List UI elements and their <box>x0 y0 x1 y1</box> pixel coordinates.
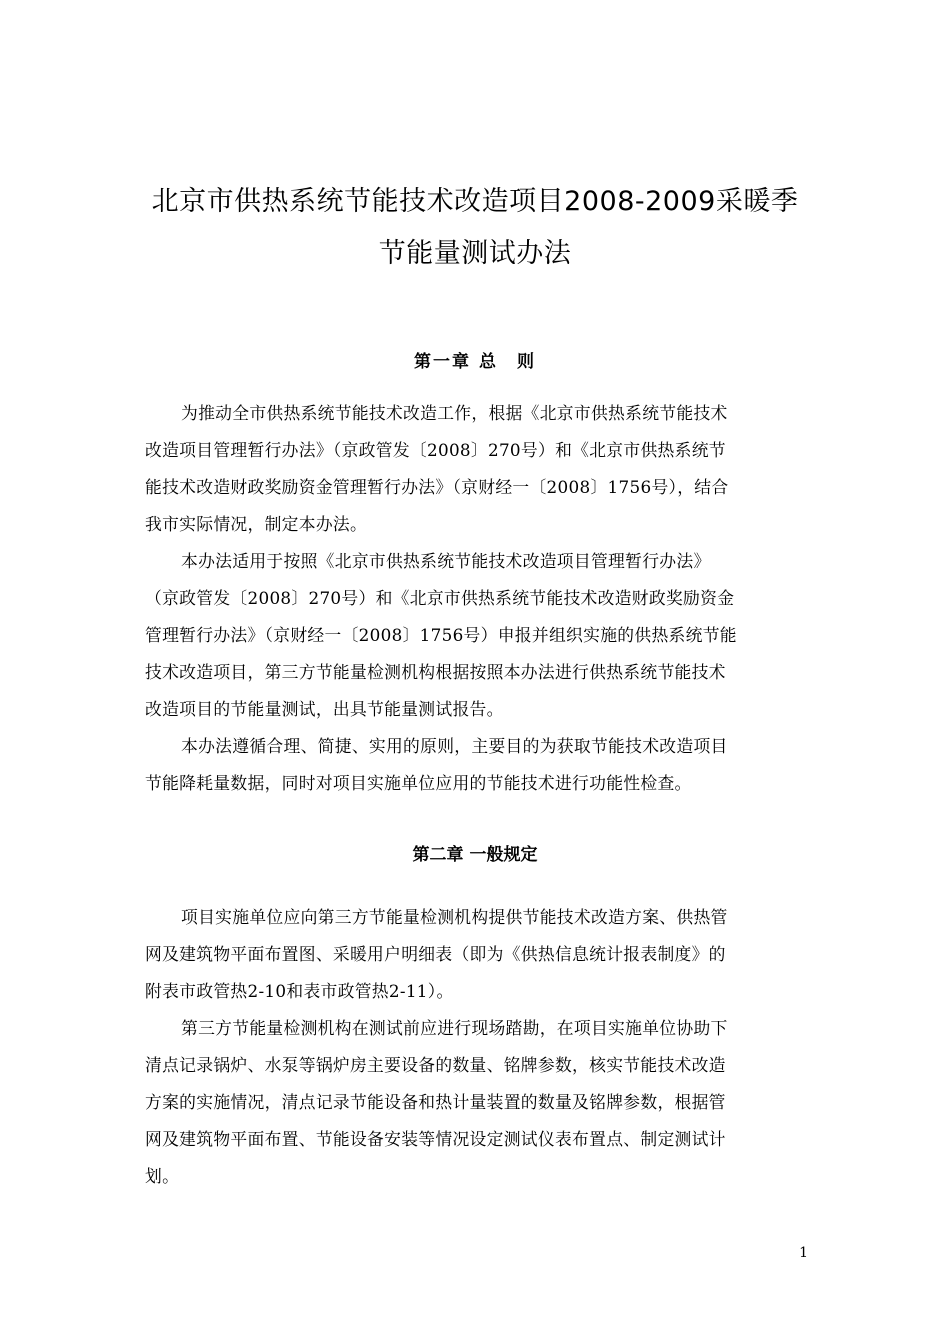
paragraph-line: 本办法适用于按照《北京市供热系统节能技术改造项目管理暂行办法》 <box>181 551 711 571</box>
document-title-line2: 节能量测试办法 <box>378 238 572 269</box>
paragraph-line: 划。 <box>145 1166 180 1186</box>
paragraph-line: 本办法遵循合理、简捷、实用的原则，主要目的为获取节能技术改造项目 <box>181 736 728 756</box>
paragraph-1 <box>145 395 807 543</box>
paragraph-line: 能技术改造财政奖励资金管理暂行办法》（京财经一〔2008〕1756号），结合 <box>145 477 729 497</box>
paragraph-2 <box>145 543 807 728</box>
paragraph-line: 管理暂行办法》（京财经一〔2008〕1756号）申报并组织实施的供热系统节能 <box>145 625 737 645</box>
paragraph-line: （京政管发〔2008〕270号）和《北京市供热系统节能技术改造财政奖励资金 <box>145 588 735 608</box>
paragraph-line: 技术改造项目，第三方节能量检测机构根据按照本办法进行供热系统节能技术 <box>145 662 726 682</box>
page-number: 1 <box>799 1245 808 1261</box>
chapter-heading-2: 第二章 一般规定 <box>412 845 538 865</box>
paragraph-line: 我市实际情况，制定本办法。 <box>145 514 368 534</box>
paragraph-line: 节能降耗量数据，同时对项目实施单位应用的节能技术进行功能性检查。 <box>145 773 692 793</box>
paragraph-line: 附表市政管热2-10和表市政管热2-11）。 <box>145 981 454 1001</box>
paragraph-4 <box>145 899 807 1010</box>
paragraph-line: 第三方节能量检测机构在测试前应进行现场踏勘，在项目实施单位协助下 <box>181 1018 728 1038</box>
paragraph-line: 改造项目的节能量测试，出具节能量测试报告。 <box>145 699 504 719</box>
paragraph-3 <box>145 728 807 802</box>
paragraph-line: 网及建筑物平面布置图、采暖用户明细表（即为《供热信息统计报表制度》的 <box>145 944 726 964</box>
document-title-line1: 北京市供热系统节能技术改造项目2008-2009采暖季 <box>151 186 799 217</box>
paragraph-line: 方案的实施情况，清点记录节能设备和热计量装置的数量及铭牌参数，根据管 <box>145 1092 726 1112</box>
paragraph-line: 清点记录锅炉、水泵等锅炉房主要设备的数量、铭牌参数，核实节能技术改造 <box>145 1055 726 1075</box>
chapter-heading-1: 第一章 总 则 <box>414 352 536 372</box>
paragraph-line: 改造项目管理暂行办法》（京政管发〔2008〕270号）和《北京市供热系统节 <box>145 440 726 460</box>
paragraph-line: 网及建筑物平面布置、节能设备安装等情况设定测试仪表布置点、制定测试计 <box>145 1129 726 1149</box>
paragraph-line: 为推动全市供热系统节能技术改造工作，根据《北京市供热系统节能技术 <box>181 403 728 423</box>
paragraph-5 <box>145 1010 807 1195</box>
paragraph-line: 项目实施单位应向第三方节能量检测机构提供节能技术改造方案、供热管 <box>181 907 728 927</box>
